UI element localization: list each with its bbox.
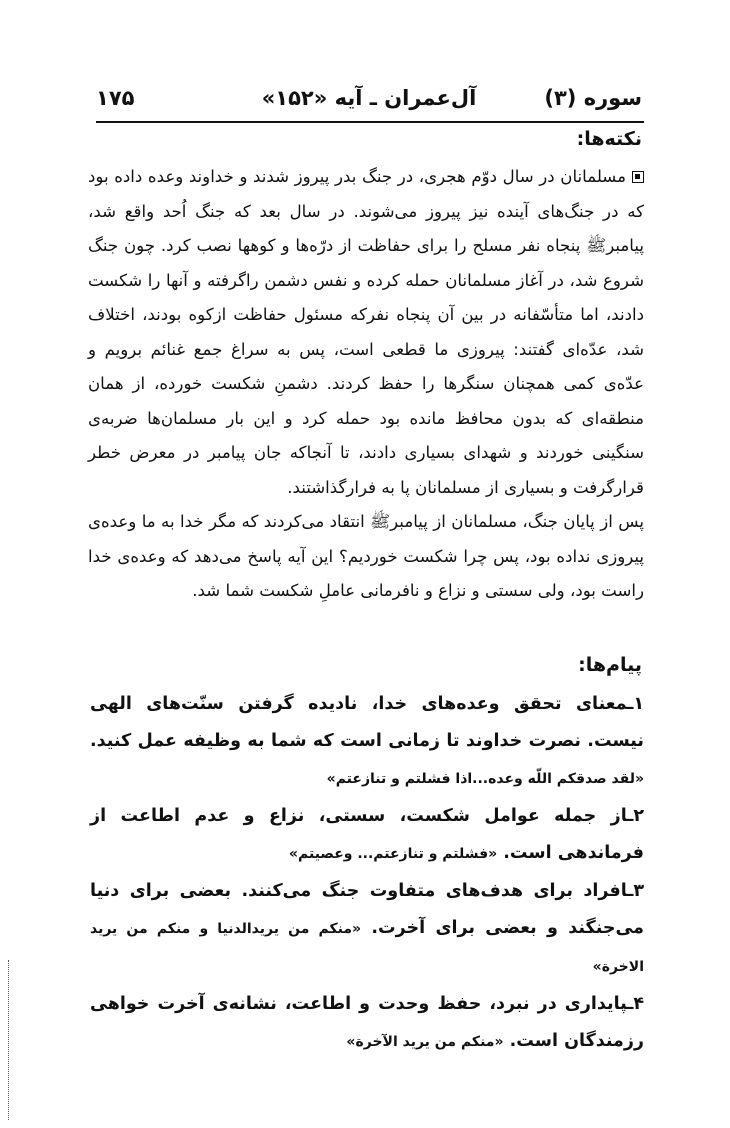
verse-title: آل‌عمران ـ آیه «۱۵۲» <box>261 86 477 110</box>
message-quote: «فشلتم و تنازعتم... وعصیتم» <box>288 846 498 862</box>
notes-heading: نکته‌ها: <box>576 128 642 150</box>
message-number: ۳ـ <box>627 881 644 901</box>
notes-paragraph-1 <box>88 160 644 505</box>
message-quote: «منکم من یریدالدنیا و منکم من یرید الاخرة» <box>90 921 644 975</box>
message-quote: «لقد صدقکم اللّه وعده...اذا فشلتم و تنازعتم» <box>326 771 644 787</box>
header-rule <box>96 121 644 123</box>
messages-heading: پیام‌ها: <box>578 654 642 676</box>
message-item <box>90 686 644 798</box>
message-item <box>90 798 644 873</box>
message-text: معنای تحقق وعده‌های خدا، نادیده گرفتن سنّت‌های الهی نیست. نصرت خداوند تا زمانی است که شما به وظیفه عمل کنید. <box>90 694 644 751</box>
page-number: ۱۷۵ <box>96 86 135 110</box>
messages-list <box>90 686 644 1061</box>
message-number: ۴ـ <box>627 994 644 1014</box>
message-number: ۱ـ <box>627 694 644 714</box>
surah-label: سوره (۳) <box>544 86 642 110</box>
message-text: افراد برای هدف‌های متفاوت جنگ می‌کنند. بعضی برای دنیا می‌جنگند و بعضی برای آخرت. <box>90 881 644 938</box>
notes-paragraph-2: پس از پایان جنگ، مسلمانان از پیامبرﷺ انتقاد می‌کردند که مگر خدا به ما وعده‌ی پیروزی نداده بود، پس چرا شکست خوردیم؟ این آیه پاسخ می‌دهد که وعده‌ی خدا راست بود، ولی سستی و نزاع و نافرمانی عاملِ شکست شما شد. <box>88 512 644 600</box>
message-item <box>90 986 644 1061</box>
notes-paragraph-1-text: مسلمانان در سال دوّم هجری، در جنگ بدر پیروز شدند و خداوند وعده داده بود که در جنگ‌های آینده نیز پیروز می‌شوند. در سال بعد که جنگ اُحد واقع شد، پیامبرﷺ پنجاه نفر مسلح را برای حفاظت از درّه‌ها و کوهها نصب کرد. چون جنگ شروع شد، در آغاز مسلمانان حمله کرده و نفس دشمن راگرفته و آنها را شکست دادند، اما متأسّفانه در بین آن پنجاه نفرکه مسئول حفاظت ازکوه بودند، اختلاف شد، عدّه‌ای گفتند: پیروزی ما قطعی است، پس به سراغ جمع غنائم برویم و عدّه‌ی کمی همچنان سنگرها را حفظ کردند. دشمنِ شکست خورده، از همان منطقه‌ای که بدون محافظ مانده بود حمله کرد و این بار مسلمان‌ها ضربه‌ی سنگینی خوردند و شهدای بسیاری دادند، تا آنجاکه جان پیامبر در معرض خطر قرارگرفت و بسیاری از مسلمانان پا به فرارگذاشتند. <box>88 167 644 497</box>
message-number: ۲ـ <box>627 806 644 826</box>
notes-body <box>88 160 644 609</box>
message-text: پایداری در نبرد، حفظ وحدت و اطاعت، نشانه‌ی آخرت خواهی رزمندگان است. <box>90 994 644 1051</box>
square-bullet-icon <box>632 171 644 183</box>
message-text: از جمله عوامل شکست، سستی، نزاع و عدم اطاعت از فرماندهی است. <box>90 806 644 863</box>
message-quote: «منکم من یرید الآخرة» <box>346 1034 504 1050</box>
message-item <box>90 873 644 986</box>
scan-edge-mark <box>8 960 10 1120</box>
page-header <box>96 86 642 120</box>
